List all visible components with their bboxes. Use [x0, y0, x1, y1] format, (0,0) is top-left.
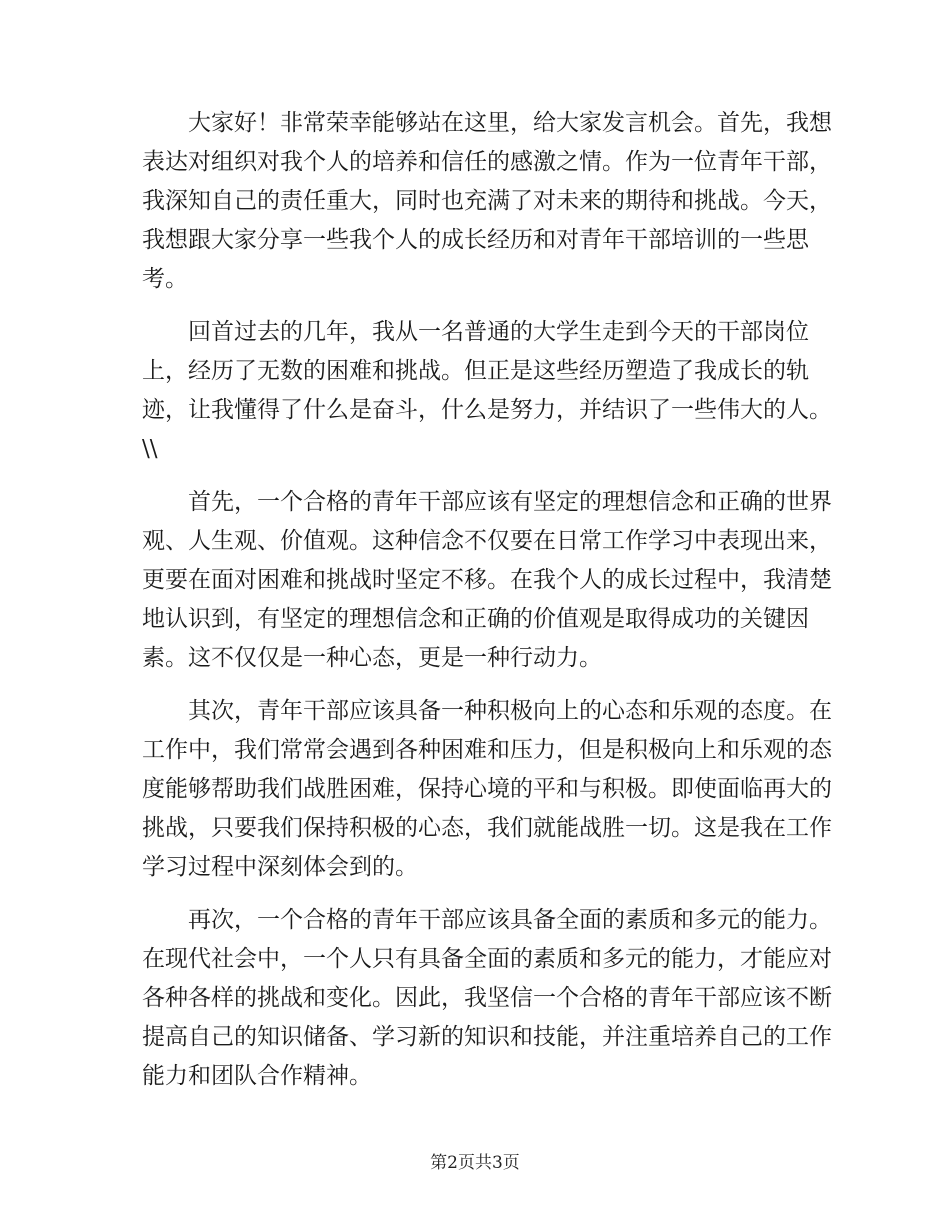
paragraph-line: 其次，青年干部应该具备一种积极向上的心态和乐观的态度。在: [142, 698, 832, 724]
paragraph-line: 考。: [142, 266, 188, 292]
paragraph-line: 各种各样的挑战和变化。因此，我坚信一个合格的青年干部应该不断: [142, 985, 832, 1011]
paragraph-line: 我深知自己的责任重大，同时也充满了对未来的期待和挑战。今天，: [142, 188, 832, 214]
paragraph-line: 观、人生观、价值观。这种信念不仅要在日常工作学习中表现出来，: [142, 528, 832, 554]
paragraph-line: 挑战，只要我们保持积极的心态，我们就能战胜一切。这是我在工作: [142, 815, 832, 841]
paragraph-line: 再次，一个合格的青年干部应该具备全面的素质和多元的能力。: [142, 907, 832, 933]
paragraph-line: 迹，让我懂得了什么是奋斗，什么是努力，并结识了一些伟大的人。: [142, 397, 832, 423]
paragraph-line: 素。这不仅仅是一种心态，更是一种行动力。: [142, 645, 602, 671]
paragraph-line: 大家好！非常荣幸能够站在这里，给大家发言机会。首先，我想: [142, 110, 832, 136]
paragraph-line: 更要在面对困难和挑战时坚定不移。在我个人的成长过程中，我清楚: [142, 567, 832, 593]
paragraph-line: 首先，一个合格的青年干部应该有坚定的理想信念和正确的世界: [142, 489, 832, 515]
paragraph-line: 上，经历了无数的困难和挑战。但正是这些经历塑造了我成长的轨: [142, 358, 809, 384]
paragraph-line: 在现代社会中，一个人只有具备全面的素质和多元的能力，才能应对: [142, 946, 832, 972]
paragraph-line: 我想跟大家分享一些我个人的成长经历和对青年干部培训的一些思: [142, 227, 809, 253]
paragraph-line: 地认识到，有坚定的理想信念和正确的价值观是取得成功的关键因: [142, 606, 809, 632]
paragraph-line: 能力和团队合作精神。: [142, 1063, 372, 1089]
paragraph-line: 度能够帮助我们战胜困难，保持心境的平和与积极。即使面临再大的: [142, 776, 832, 802]
paragraph-line: 回首过去的几年，我从一名普通的大学生走到今天的干部岗位: [142, 319, 809, 345]
paragraph-line: \\: [142, 436, 158, 462]
paragraph-line: 工作中，我们常常会遇到各种困难和压力，但是积极向上和乐观的态: [142, 737, 832, 763]
paragraph-line: 提高自己的知识储备、学习新的知识和技能，并注重培养自己的工作: [142, 1024, 832, 1050]
paragraph-line: 学习过程中深刻体会到的。: [142, 854, 418, 880]
page-number: 第2页共3页: [430, 1153, 520, 1173]
paragraph-line: 表达对组织对我个人的培养和信任的感激之情。作为一位青年干部，: [142, 149, 832, 175]
